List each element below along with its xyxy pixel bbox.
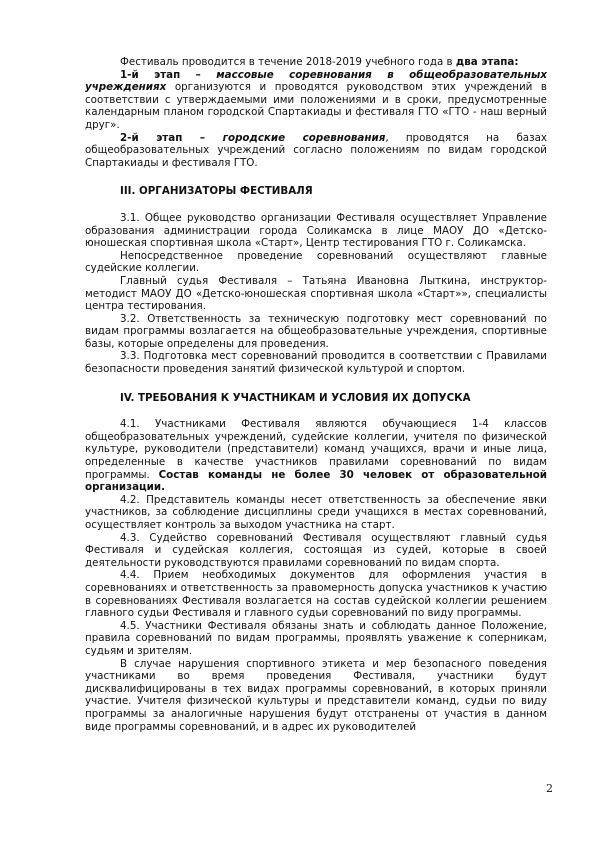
stage1-text: организуются и проводятся руководством этих учреждений в соответствии с утверждаемыми ими положениями и в сроки, предусмотренные календарным планом городской Спартакиады и фестиваля ГТО «ГТО - наш верный друг». (85, 81, 547, 131)
section3-p3: Главный судья Фестиваля – Татьяна Ивановна Лыткина, инструктор-методист МАОУ ДО «Детско-юношеская спортивная школа «Старт»», специалисты центра тестирования. (85, 274, 547, 313)
section3-p1: 3.1. Общее руководство организации Фестиваля осуществляет Управление образования администрации города Соликамска в лице МАОУ ДО «Детско-юношеская спортивная школа «Старт», Центр тестирования ГТО г. Соликамска. (85, 211, 547, 250)
stage2-label: 2-й этап – (120, 131, 223, 144)
stage2-text: , проводятся на базах общеобразовательных учреждений согласно положениям по видам городской Спартакиады и фестиваля ГТО. (85, 131, 547, 169)
page-number: 2 (546, 782, 553, 795)
stage2-title: городские соревнования (222, 131, 386, 144)
section4-p1 (85, 418, 547, 494)
section4-p4: 4.4. Прием необходимых документов для оформления участия в соревнованиях и ответственность за правомерность допуска участников к участию в соревнованиях Фестиваля возлагается на состав судейской коллегии решением главного судьи Фестиваля и главного судьи соревнований по виду программы. (85, 569, 547, 620)
section3-heading: III. ОРГАНИЗАТОРЫ ФЕСТИВАЛЯ (120, 185, 313, 198)
section4-heading: IV. ТРЕБОВАНИЯ К УЧАСТНИКАМ И УСЛОВИЯ ИХ ДОПУСКА (120, 391, 471, 404)
section3-p2: Непосредственное проведение соревнований осуществляют главные судейские коллегии. (85, 249, 547, 275)
document-page (85, 56, 547, 733)
stage1-label: 1-й этап – (120, 68, 217, 81)
section4-p1-bold: Состав команды не более 30 человек от образовательной организации. (85, 468, 547, 494)
section4-p6: В случае нарушения спортивного этикета и мер безопасного поведения участниками во время проведения Фестиваля, участники будут дисквалифицированы в тех видах программы соревнований, в которых приняли участие. Учителя физической культуры и представители команд, судьи по виду программы за аналогичные нарушения будут отстранены от участия в данном виде программы соревнований, и в адрес их руководителей (85, 657, 547, 733)
intro-bold: два этапа: (455, 56, 519, 68)
section4-p3: 4.3. Судейство соревнований Фестиваля осуществляют главный судья Фестиваля и судейская коллегия, состоящая из судей, которые в своей деятельности руководствуются правилами соревнований по видам спорта. (85, 531, 547, 569)
section3-p4: 3.2. Ответственность за техническую подготовку мест соревнований по видам программы возлагается на общеобразовательные учреждения, спортивные базы, которые определены для проведения. (85, 312, 547, 350)
section4-p2: 4.2. Представитель команды несет ответственность за обеспечение явки участников, за соблюдение дисциплины среди учащихся в местах соревнований, осуществляет контроль за выходом участника на старт. (85, 493, 547, 531)
intro-paragraph (85, 56, 547, 69)
stage1-title: массовые соревнования в общеобразовательных учреждениях (85, 68, 547, 94)
stage1-paragraph (85, 69, 547, 132)
intro-text: Фестиваль проводится в течение 2018-2019 учебного года в (120, 56, 456, 68)
section3-p5: 3.3. Подготовка мест соревнований проводится в соответствии с Правилами безопасности проведения занятий физической культурой и спортом. (85, 350, 547, 376)
section4-p5: 4.5. Участники Фестиваля обязаны знать и соблюдать данное Положение, правила соревнований по видам программы, проявлять уважение к соперникам, судьям и зрителям. (85, 619, 547, 657)
section4-p1-text: 4.1. Участниками Фестиваля являются обучающиеся 1-4 классов общеобразовательных учреждений, судейские коллегии, учителя по физической культуре, руководители (представители) команд учащихся, врачи и иные лица, определенные в качестве участников правилами соревнований по видам программы. (85, 418, 547, 481)
stage2-paragraph (85, 132, 547, 170)
